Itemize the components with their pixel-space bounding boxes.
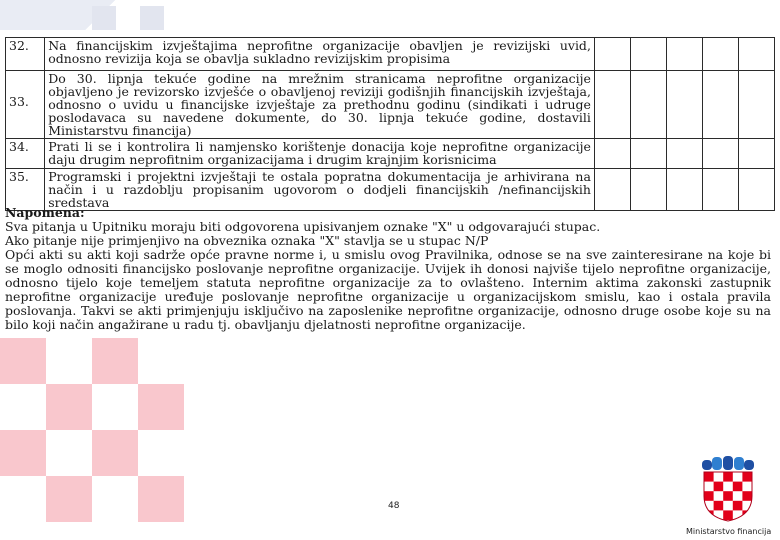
answer-cell-no[interactable] [630, 71, 666, 139]
answer-cell-notes[interactable] [738, 139, 774, 169]
question-number: 34. [6, 139, 45, 169]
answer-cell-notes[interactable] [738, 38, 774, 71]
page-number: 48 [388, 501, 400, 511]
ministry-label: Ministarstvo financija [686, 527, 772, 536]
answer-cell-notes[interactable] [738, 71, 774, 139]
answer-cell-np[interactable] [666, 169, 702, 211]
answer-cell-np[interactable] [666, 139, 702, 169]
notes-line-not-applicable: Ako pitanje nije primjenjivo na obveznika oznaka "X" stavlja se u stupac N/P [5, 233, 489, 248]
answer-cell-no[interactable] [630, 38, 666, 71]
answer-cell-np[interactable] [666, 38, 702, 71]
croatian-coat-of-arms-icon [700, 456, 756, 522]
table-row [6, 139, 775, 169]
answer-cell-yes[interactable] [594, 71, 630, 139]
answer-cell-yes[interactable] [594, 169, 630, 211]
notes-section [5, 206, 771, 332]
answer-cell-extra[interactable] [702, 169, 738, 211]
question-number: 33. [6, 71, 45, 139]
answer-cell-np[interactable] [666, 71, 702, 139]
table-row [6, 71, 775, 139]
questionnaire-table [5, 37, 775, 211]
notes-title: Napomena: [5, 205, 85, 220]
answer-cell-yes[interactable] [594, 38, 630, 71]
question-text: Do 30. lipnja tekuće godine na mrežnim stranicama neprofitne organizacije objavljeno je revizorsko izvješće o obavljenoj reviziji godišnjih financijskih izvještaja, odnosno o uvidu u financijske izvještaje za prethodnu godinu (sindikati i udruge poslodavaca su navedene dokumente, do 30. lipnja tekuće godine, dostavili Ministarstvu financija) [45, 71, 595, 139]
answer-cell-extra[interactable] [702, 71, 738, 139]
background-decoration-top [0, 0, 200, 30]
question-text: Na financijskim izvještajima neprofitne organizacije obavljen je revizijski uvid, odnosno revizija koja se obavlja sukladno revizijskim propisima [45, 38, 595, 71]
answer-cell-no[interactable] [630, 169, 666, 211]
answer-cell-no[interactable] [630, 139, 666, 169]
answer-cell-extra[interactable] [702, 139, 738, 169]
answer-cell-yes[interactable] [594, 139, 630, 169]
question-text: Programski i projektni izvještaji te ostala popratna dokumentacija je arhivirana na način i u razdoblju propisanim ugovorom o dodjeli financijskih /nefinancijskih sredstava [45, 169, 595, 211]
question-number: 35. [6, 169, 45, 211]
notes-paragraph: Opći akti su akti koji sadrže opće pravne norme i, u smislu ovog Pravilnika, odnose se na sve zainteresirane na koje bi se moglo odnositi financijsko poslovanje neprofitne organizacije. Uvijek ih donosi najviše tijelo neprofitne organizacije, odnosno tijelo koje temeljem statuta neprofitne organizacije za to ovlašteno. Internim aktima zakonski zastupnik neprofitne organizacije uređuje poslovanje neprofitne organizacije u organizacijskom smislu, kao i ostala pravila poslovanja. Takvi se akti primjenjuju isključivo na zaposlenike neprofitne organizacije, odnosno druge osobe koje su na bilo koji način angažirane u radu tj. obavljanju djelatnosti neprofitne organizacije. [5, 247, 771, 332]
table-row [6, 38, 775, 71]
notes-line-answers: Sva pitanja u Upitniku moraju biti odgovorena upisivanjem oznake "X" u odgovarajući stupac. [5, 219, 601, 234]
answer-cell-notes[interactable] [738, 169, 774, 211]
background-decoration-bottom [0, 338, 200, 540]
question-text: Prati li se i kontrolira li namjensko korištenje donacija koje neprofitne organizacije daju drugim neprofitnim organizacijama i drugim krajnjim korisnicima [45, 139, 595, 169]
table-row [6, 169, 775, 211]
answer-cell-extra[interactable] [702, 38, 738, 71]
question-number: 32. [6, 38, 45, 71]
